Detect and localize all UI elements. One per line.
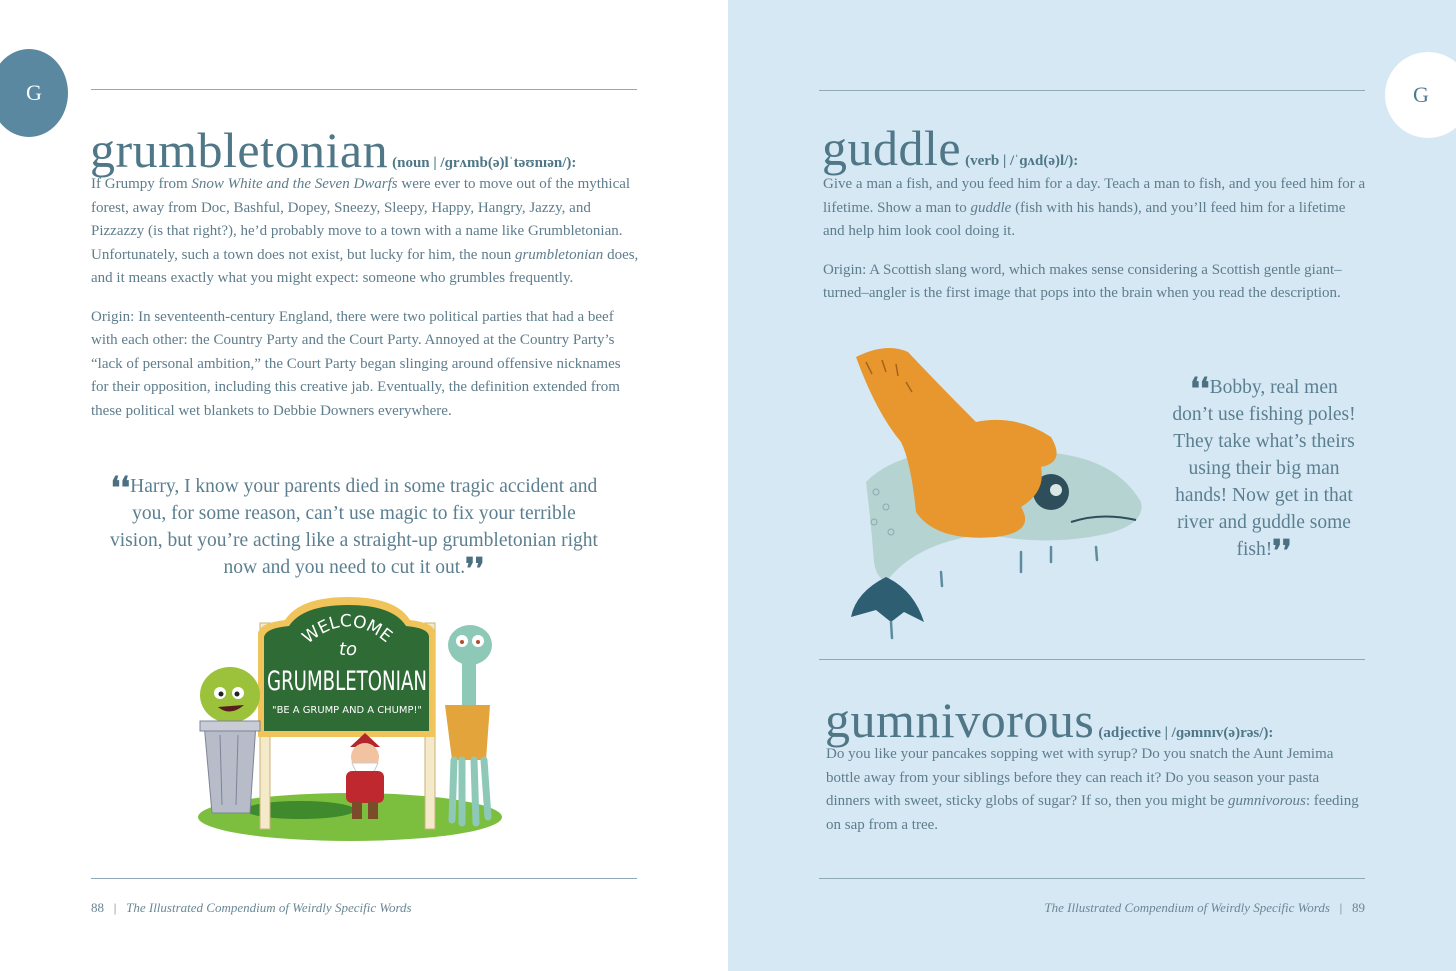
entry-body [91, 173, 639, 438]
headword: guddle [822, 120, 962, 176]
page-footer [1044, 900, 1365, 916]
definition-text: : feeding on sap from a tree. [826, 793, 1359, 833]
definition-term: grumbletonian [514, 246, 604, 263]
book-title: The Illustrated Compendium of Weirdly Specific Words [126, 900, 412, 915]
bottom-rule [819, 878, 1365, 879]
entry-heading-gumnivorous [825, 691, 1273, 749]
page-footer [91, 900, 412, 916]
guddle-illustration [846, 342, 1156, 642]
headword: gumnivorous [825, 692, 1095, 748]
letter-tab-left [0, 49, 68, 137]
sign-to-text: to [338, 639, 358, 660]
section-rule [819, 659, 1365, 660]
definition-title: Snow White and the Seven Dwarfs [191, 176, 398, 192]
page-number: 88 [91, 900, 104, 915]
footer-separator: | [1339, 900, 1343, 915]
definition-text: If Grumpy from [91, 176, 192, 192]
close-quote-mark: ❜❜ [1272, 535, 1292, 568]
definition-text: were ever to move out of the mythical forest, away from Doc, Bashful, Dopey, Sneezy, Sleepy, Happy, Hangry, Jazzy, and Pizzazzy (is that right?), he’d probably move to a town with a name like Grumbletonian. Unfortunately, such a town does not exist, but lucky for him, the noun [91, 176, 631, 263]
top-rule [91, 89, 637, 90]
definition-text: Do you like your pancakes sopping wet with syrup? Do you snatch the Aunt Jemima bottle away from your siblings before they can reach it? Do you season your pasta dinners with sweet, sticky globs of sugar? If so, then you might be [826, 746, 1334, 809]
letter-tab-right [1385, 52, 1456, 138]
water-drops [891, 547, 1097, 638]
letter-tab-label: G [1413, 82, 1429, 107]
squid-character [445, 625, 492, 823]
right-page [728, 0, 1456, 971]
origin-paragraph: Origin: A Scottish slang word, which makes sense considering a Scottish gentle giant–turned–angler is the first image that pops into the brain when you read the description. [823, 261, 1342, 301]
quote-text: Harry, I know your parents died in some tragic accident and you, for some reason, can’t use magic to fix your terrible vision, but you’re acting like a straight-up grumbletonian right now and you need to cut it out. [110, 476, 598, 578]
top-rule [819, 90, 1365, 91]
entry-body-gumnivorous [826, 743, 1366, 852]
close-quote-mark: ❜❜ [465, 553, 485, 586]
part-of-speech: (noun | /ɡrʌmb(ə)lˈtəʊnɪən/): [392, 155, 577, 171]
book-title: The Illustrated Compendium of Weirdly Specific Words [1044, 900, 1330, 915]
sign-slogan: "BE A GRUMP AND A CHUMP!" [272, 705, 422, 716]
entry-heading [90, 121, 576, 179]
part-of-speech: (adjective | /ɡəmnɪv(ə)rəs/): [1098, 725, 1274, 741]
entry-body-guddle [823, 173, 1368, 321]
grumbletonian-illustration [190, 595, 510, 855]
definition-paragraph [91, 173, 639, 291]
pull-quote [108, 472, 600, 586]
sign-welcome-text: WELCOME [298, 611, 396, 649]
trash-can-character [200, 667, 260, 813]
definition-text: Give a man a fish, and you feed him for a day. Teach a man to fish, and you feed him for a lifetime. Show a man to [823, 176, 1366, 216]
footer-separator: | [113, 900, 117, 915]
open-quote-mark: ❛❛ [110, 472, 131, 505]
definition-paragraph [826, 743, 1366, 837]
definition-text: (fish with his hands), and you’ll feed him for a lifetime and help him look cool doing it. [823, 199, 1346, 239]
letter-tab-label: G [26, 80, 42, 105]
part-of-speech: (verb | /ˈɡʌd(ə)l/): [965, 153, 1079, 169]
origin-paragraph: Origin: In seventeenth-century England, there were two political parties that had a beef with each other: the Country Party and the Court Party. Annoyed at the Country Party’s “lack of personal ambition,” the Court Party began slinging around offensive nicknames for their opposition, including this creative jab. Eventually, the definition extended from these political wet blankets to Debbie Downers everywhere. [91, 308, 621, 419]
sign-town-name: GRUMBLETONIAN [267, 666, 427, 697]
entry-heading-guddle [822, 119, 1078, 177]
open-quote-mark: ❛❛ [1190, 373, 1210, 406]
headword: grumbletonian [90, 122, 389, 178]
definition-term: guddle [970, 199, 1012, 216]
pull-quote [1168, 373, 1360, 568]
page-number: 89 [1352, 900, 1365, 915]
definition-term: gumnivorous [1228, 793, 1306, 809]
definition-paragraph [823, 173, 1368, 244]
definition-text: does, and it means exactly what you might expect: someone who grumbles frequently. [91, 246, 639, 286]
quote-text: Bobby, real men don’t use fishing poles! They take what’s theirs using their big man hands! Now get in that river and guddle some fish! [1172, 377, 1356, 560]
bottom-rule [91, 878, 637, 879]
